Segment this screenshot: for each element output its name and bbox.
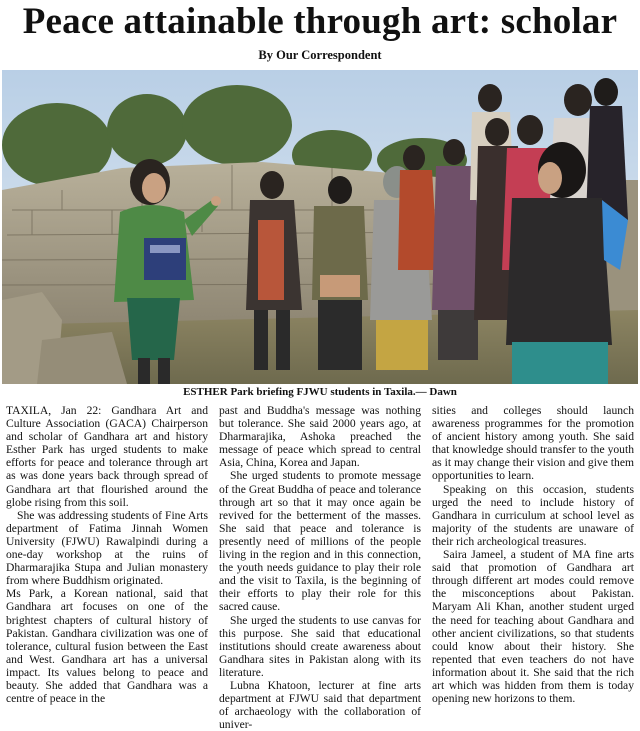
byline: By Our Correspondent <box>258 48 382 62</box>
paragraph: past and Buddha's message was nothing but tolerance. She said 2000 years ago, at Dharmarajika, Ashoka preached the message of peace which spread to central Asia, China, Korea and Japan. <box>219 404 421 470</box>
paragraph: Speaking on this occasion, students urged the need to include history of Gandhara in curriculum at school level as majority of the students are unaware of their rich archeological treasures. <box>432 482 634 548</box>
news-photo <box>2 70 638 384</box>
paragraph: Ms Park, a Korean national, said that Gandhara art focuses on one of the brightest chapters of cultural history of Pakistan. Gandhara civilization was one of tolerance, cultural fusion between the East and West. Gandhara art has a universal impact. Its values belong to peace and beauty. She added that Gandhara was a centre of peace in the <box>6 587 208 706</box>
article-column <box>432 404 634 706</box>
paragraph: She urged the students to use canvas for this purpose. She said that educational institutions should create awareness about Gandhara sites in Pakistan along with its literature. <box>219 613 421 679</box>
paragraph: She urged students to promote message of the Great Buddha of peace and tolerance through art so that it may once again be revived for the betterment of the masses. She said that peace and tolerance is presently need of millions of the people living in the region and in this connection, the youth needs guidance to play their role and the visit to Taxila, is the beginning of their efforts to play their role for this sacred cause. <box>219 469 421 614</box>
paragraph: Lubna Khatoon, lecturer at fine arts department at FJWU said that department of archaeology with the collaboration of univer- <box>219 678 421 731</box>
headline: Peace attainable through art: scholar <box>22 1 618 42</box>
article-column <box>219 404 421 731</box>
article-body <box>6 404 636 731</box>
paragraph: She was addressing students of Fine Arts department of Fatima Jinnah Women University (FJWU) Rawalpindi during a one-day workshop at the ruins of Dharmarajika Stupa and Julian monastery from where Buddhism originated. <box>6 508 208 588</box>
paragraph: TAXILA, Jan 22: Gandhara Art and Culture Association (GACA) Chairperson and scholar of Gandhara art and history Esther Park has urged students to make efforts for peace and tolerance through art as was done years back through spread of Gandhara art that flourished around the globe rising from this soil. <box>6 404 208 509</box>
paragraph: Saira Jameel, a student of MA fine arts said that promotion of Gandhara art through different art modes could remove the misconceptions about Pakistan. Maryam Ali Khan, another student urged the need for teaching about Gandhara and other ancient civilizations, so that students could know about their history. She repented that even teachers do not have information about it. She said that the rich art which was hidden from them is today opening new horizons to them. <box>432 548 634 706</box>
paragraph: sities and colleges should launch awareness programmes for the promotion of ancient history among youth. She said that knowledge should transfer to the youth as it may change their vision and give them opportunities to learn. <box>432 404 634 483</box>
photo-caption: ESTHER Park briefing FJWU students in Taxila.— Dawn <box>183 386 457 398</box>
article-column <box>6 404 208 706</box>
